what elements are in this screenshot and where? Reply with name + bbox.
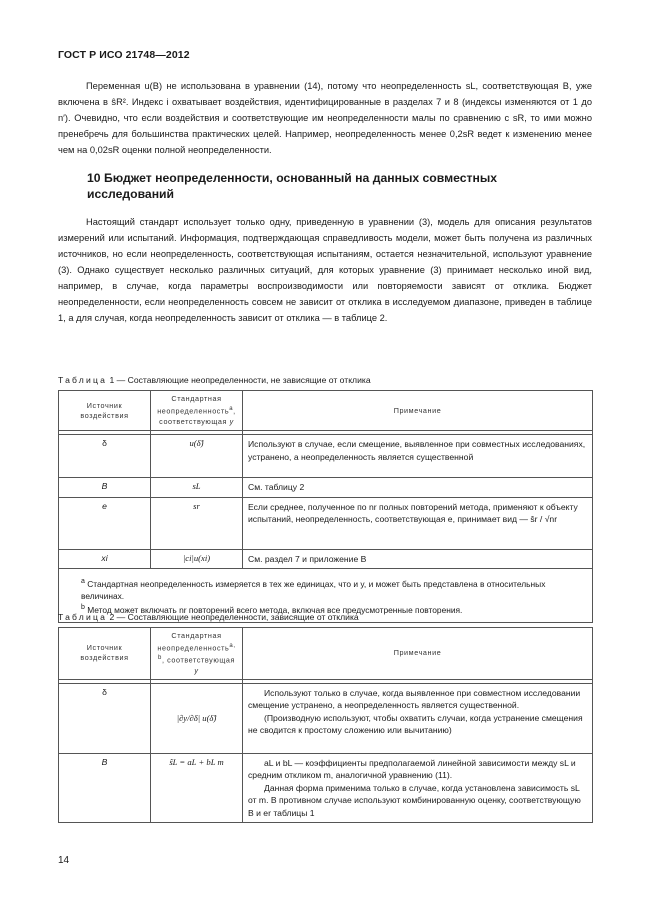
- table1-caption-prefix: Таблица: [58, 375, 108, 385]
- cell-source: xi: [59, 549, 151, 569]
- cell-uncertainty: |ci|u(xi): [151, 549, 243, 569]
- cell-note: Используют в случае, если смещение, выявленное при совместных исследованиях, устранено, а неопределенность является существенной: [243, 435, 593, 478]
- paragraph-variable-ub: [58, 78, 592, 158]
- table1-col-unc: Стандартная неопределенность$^a$, соответствующая y: [151, 391, 243, 431]
- cell-note: aL и bL — коэффициенты предполагаемой линейной зависимости между sL и средним откликом m, аналогичной уравнению (11). Данная форма применима только в случае, когда установлена зависимость sL от m. В противном случае используют комбинированную оценку, соответствующую B и er таблицы 1: [243, 753, 593, 823]
- paragraph-section-10: [58, 214, 592, 326]
- table-row: [59, 753, 593, 823]
- page-number: 14: [58, 855, 70, 866]
- cell-uncertainty: sr: [151, 497, 243, 549]
- cell-source: e: [59, 497, 151, 549]
- document-header: ГОСТ Р ИСО 21748—2012: [58, 49, 190, 61]
- table2-col-source: Источник воздействия: [59, 628, 151, 680]
- cell-source: B: [59, 478, 151, 498]
- table1: [58, 390, 593, 623]
- table1-caption: [58, 375, 371, 385]
- table-row: [59, 478, 593, 498]
- table2-col-unc: Стандартная неопределенность$^{a, b}$, соответствующая y: [151, 628, 243, 680]
- cell-source: δ: [59, 435, 151, 478]
- paragraph-text: Переменная u(B) не использована в уравнении (14), потому что неопределенность sL, соответствующая B, уже включена в ŝR². Индекс i охватывает воздействия, идентифицированные в разделах 7 и 8 (индексы изменяются от 1 до n′). Очевидно, что если воздействия и соответствующие им неопределенности малы по сравнению с sR, то ими можно пренебречь для большинства практических целей. Например, неопределенность менее 0,2sR ведет к изменению менее чем на 0,02sR оценки полной неопределенности.: [58, 81, 592, 155]
- table-row: [59, 435, 593, 478]
- cell-uncertainty: |∂y/∂δ| u(δ̂): [151, 683, 243, 753]
- paragraph-text: Настоящий стандарт использует только одну, приведенную в уравнении (3), модель для описания результатов измерений или испытаний. Информация, подтверждающая справедливость модели, может быть получена из различных источников, но если неопределенность, соответствующая испытаниям, остается незначительной, используют уравнение (3). Однако существует несколько различных ситуаций, для которых уравнение (3) принимает несколько иной вид, например, в случае, когда параметры воспроизводимости или повторяемости зависят от отклика. Бюджет неопределенности, если неопределенность совсем не зависит от отклика в исследуемом диапазоне, приведен в таблице 1, а для случая, когда неопределенность зависит от отклика — в таблице 2.: [58, 217, 592, 323]
- cell-note: См. раздел 7 и приложение В: [243, 549, 593, 569]
- section-heading: 10 Бюджет неопределенности, основанный на данных совместных исследований: [87, 171, 497, 201]
- table2-caption-prefix: Таблица: [58, 612, 108, 622]
- table-row: [59, 549, 593, 569]
- cell-note: Если среднее, полученное по nr полных повторений метода, применяют к объекту испытаний, неопределенность, соответствующая e, принимает вид — ŝr / √nr: [243, 497, 593, 549]
- table1-header-row: [59, 391, 593, 431]
- table-row: [59, 497, 593, 549]
- cell-source: B: [59, 753, 151, 823]
- footnote-b: $^b$ Метод может включать nr повторений всего метода, включая все предусмотренные повторения.: [81, 603, 463, 615]
- table-row: [59, 683, 593, 753]
- table1-col-note: Примечание: [243, 391, 593, 431]
- footnote-a: $^a$ Стандартная неопределенность измеряется в тех же единицах, что и y, и может быть представлена в относительных величинах.: [81, 578, 546, 601]
- table1-caption-rest: 1 — Составляющие неопределенности, не зависящие от отклика: [107, 375, 371, 385]
- table2: [58, 627, 593, 823]
- cell-source: δ: [59, 683, 151, 753]
- cell-note: См. таблицу 2: [243, 478, 593, 498]
- table1-col-source: Источник воздействия: [59, 391, 151, 431]
- table2-caption: [58, 612, 359, 622]
- cell-uncertainty: u(δ̂): [151, 435, 243, 478]
- cell-uncertainty: ŝL = aL + bL m: [151, 753, 243, 823]
- table2-col-note: Примечание: [243, 628, 593, 680]
- cell-note: Используют только в случае, когда выявленное при совместном исследовании смещение устранено, а неопределенность является существенной. (Производную используют, чтобы охватить случаи, когда устранение смещения не сводится к простому сложению или вычитанию): [243, 683, 593, 753]
- cell-uncertainty: sL: [151, 478, 243, 498]
- table2-header-row: [59, 628, 593, 680]
- table2-caption-rest: 2 — Составляющие неопределенности, зависящие от отклика: [107, 612, 359, 622]
